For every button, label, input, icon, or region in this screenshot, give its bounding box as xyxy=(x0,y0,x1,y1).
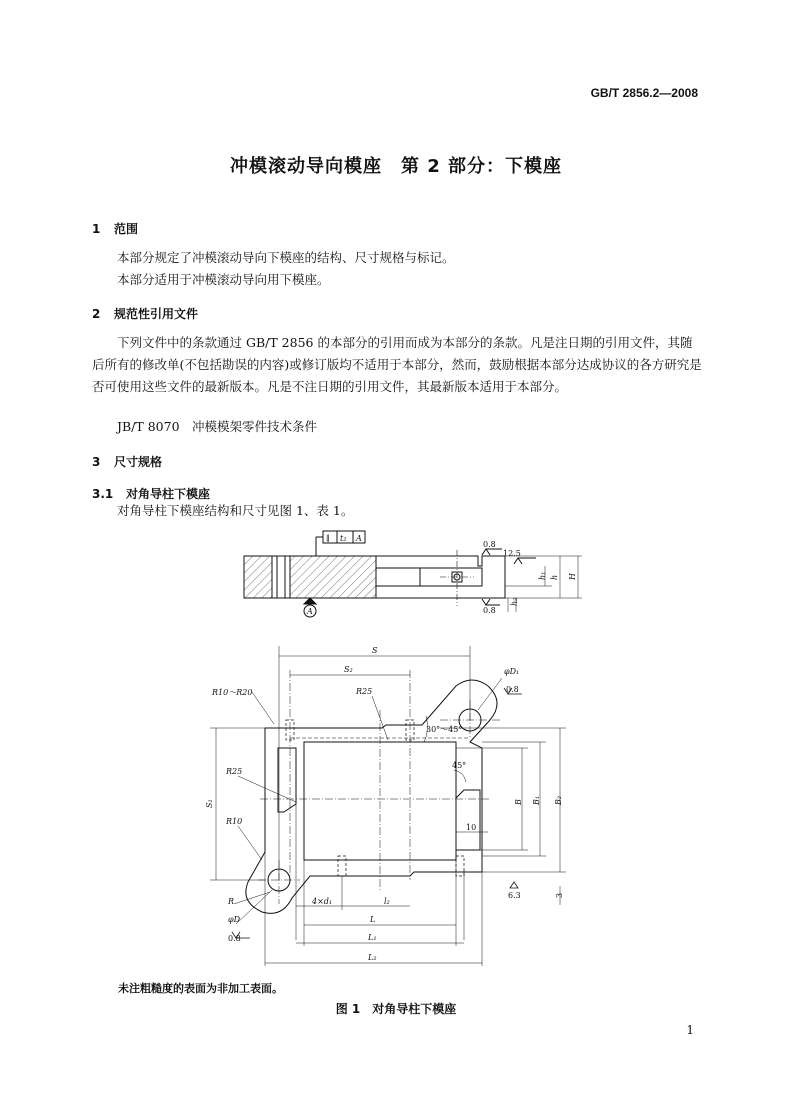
section-number: 1 xyxy=(92,222,101,236)
dim-4d1: 4×d₁ xyxy=(312,897,333,906)
screw-hole xyxy=(456,856,464,876)
section-number: 3 xyxy=(92,455,101,469)
section-1-para-2: 本部分适用于冲模滚动导向用下模座。 xyxy=(117,272,330,287)
normative-reference: JB/T 8070 冲模模架零件技术条件 xyxy=(117,419,318,434)
figure-note: 未注粗糙度的表面为非加工表面。 xyxy=(118,982,283,995)
dim-R25: R25 xyxy=(356,687,373,696)
section-title: 尺寸规格 xyxy=(114,455,163,469)
dim-S: S xyxy=(372,646,378,655)
dim-H: H xyxy=(568,573,577,580)
roughness-value: 0.8 xyxy=(506,685,519,694)
dim-L: L xyxy=(370,915,376,924)
leader-phiD1 xyxy=(478,678,502,710)
parallel-symbol: ∥ xyxy=(326,534,330,543)
side-slot-left xyxy=(278,748,296,812)
hatched-region-center xyxy=(290,556,376,598)
dim-phiD1: φD₁ xyxy=(504,667,520,676)
section-title: 范围 xyxy=(114,222,139,236)
leader-R25-left xyxy=(238,776,296,802)
dim-angle-30-45: 30°～45° xyxy=(426,725,463,734)
leader-R10 xyxy=(238,826,262,860)
dim-h1: h₁ xyxy=(538,571,547,580)
plan-view xyxy=(210,646,566,966)
dim-10: 10 xyxy=(466,823,477,832)
dim-3: 3 xyxy=(555,892,564,898)
leader-R xyxy=(234,892,270,904)
screw-hole xyxy=(338,856,346,876)
section-2-heading xyxy=(92,305,702,322)
tolerance-datum: A xyxy=(356,534,362,543)
section-view xyxy=(244,531,582,617)
leader-phiD xyxy=(236,890,272,924)
dim-S1: S₁ xyxy=(205,799,214,808)
figure-caption: 图 1 对角导柱下模座 xyxy=(335,1002,457,1016)
leader-R10-R20 xyxy=(252,692,274,724)
dim-R10: R10 xyxy=(226,817,243,826)
page-title: 冲模滚动导向模座 第 2 部分：下模座 xyxy=(229,156,563,177)
section-2-para-1: 下列文件中的条款通过 GB/T 2856 的本部分的引用而成为本部分的条款。凡是注日期的引用文件，其随后所有的修改单(不包括勘误的内容)或修订版均不适用于本部分，然而，鼓励根据本部分达成协议的各方研究是否可使用这些文件的最新版本。凡是不注日期的引用文件，其最新版本适用于本部分。 xyxy=(92,335,702,394)
roughness-value: 0.8 xyxy=(483,606,496,615)
section-title: 规范性引用文件 xyxy=(114,307,199,321)
dim-phiD: φD xyxy=(228,915,241,924)
die-shoe-outline xyxy=(246,680,497,913)
roughness-value: 0.8 xyxy=(228,934,241,943)
hatched-region-left xyxy=(244,556,272,598)
figure-1-drawing xyxy=(0,520,792,980)
dim-angle-45: 45° xyxy=(452,761,467,770)
dim-B2: B₂ xyxy=(554,795,563,805)
roughness-symbol xyxy=(510,882,518,888)
dim-L1: L₁ xyxy=(368,933,377,942)
roughness-symbol xyxy=(482,549,502,555)
section-number: 3.1 xyxy=(92,487,114,501)
plan-view-labels xyxy=(205,646,564,962)
dim-h: h xyxy=(550,574,559,580)
dim-h2: h₂ xyxy=(510,597,519,606)
dim-R10-R20: R10～R20 xyxy=(212,688,253,697)
section-1-heading xyxy=(92,220,702,237)
standard-number: GB/T 2856.2—2008 xyxy=(590,86,698,100)
tolerance-value: t₂ xyxy=(340,534,347,543)
section-3-1-para: 对角导柱下模座结构和尺寸见图 1、表 1。 xyxy=(117,503,354,518)
dim-B: B xyxy=(514,799,523,805)
roughness-symbol xyxy=(482,599,500,605)
section-1-para-1: 本部分规定了冲模滚动导向下模座的结构、尺寸规格与标记。 xyxy=(117,250,455,265)
section-title: 对角导柱下模座 xyxy=(126,487,211,501)
dim-l2: l₂ xyxy=(384,897,390,906)
dim-R: R xyxy=(228,897,235,906)
dim-L2: L₂ xyxy=(368,953,377,962)
dim-B1: B₁ xyxy=(532,795,541,805)
section-number: 2 xyxy=(92,307,101,321)
roughness-symbol xyxy=(514,558,536,564)
roughness-value: 12.5 xyxy=(503,549,521,558)
datum-triangle xyxy=(304,598,316,604)
dim-S2: S₂ xyxy=(344,665,353,674)
dim-R25-left: R25 xyxy=(226,767,243,776)
section-3-heading xyxy=(92,453,702,470)
datum-letter: A xyxy=(307,607,313,616)
roughness-value: 6.3 xyxy=(508,891,521,900)
roughness-value: 0.8 xyxy=(483,540,496,549)
page-number: 1 xyxy=(686,1023,694,1037)
